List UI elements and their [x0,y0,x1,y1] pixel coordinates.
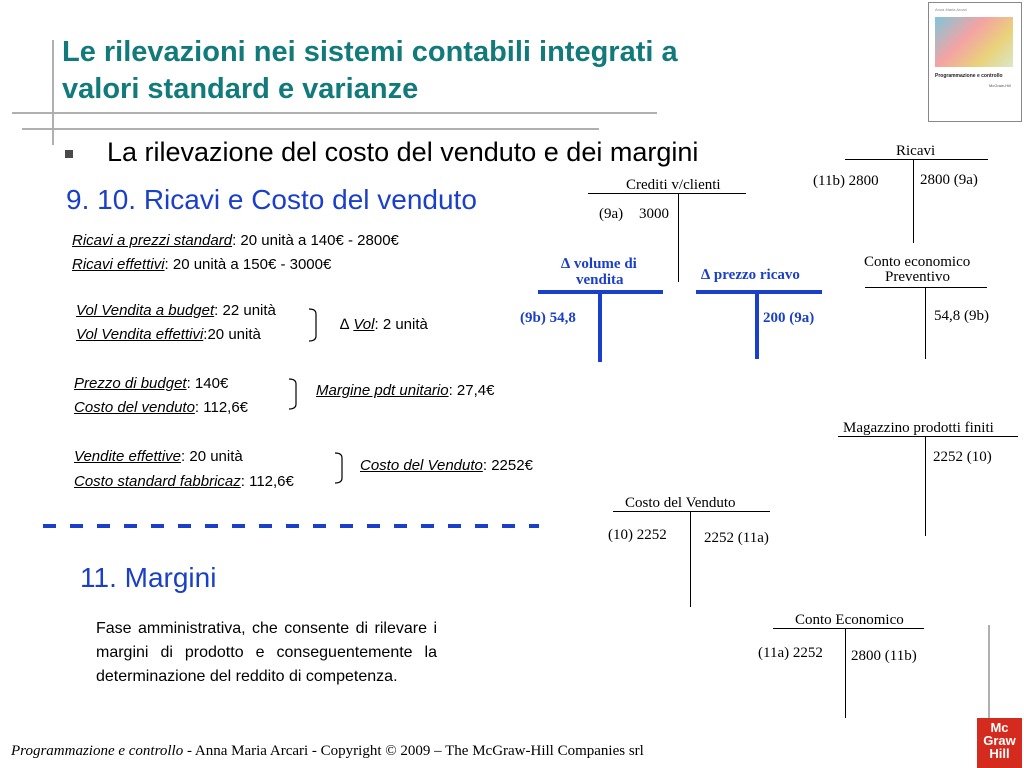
account-ricavi-title: Ricavi [896,143,936,159]
account-ce-prev-hline [865,287,987,288]
book-cover [928,2,1022,122]
account-ricavi-hline [845,159,988,160]
costo-venduto-line [74,399,248,416]
account-ce-hline [773,628,924,629]
account-ce-debit: (11a) 2252 [758,645,823,661]
account-prezzo-title: ∆ prezzo ricavo [701,267,800,283]
delta-symbol: ∆ [340,316,350,333]
account-prezzo-hline [696,290,822,294]
account-crediti-hline [588,193,746,194]
account-ce-prev-vline [925,287,926,359]
vol-effettivi-value: :20 unità [203,326,261,343]
bullet-icon [65,150,73,158]
ricavi-effettivi-label: Ricavi effettivi [72,256,165,273]
account-crediti-title: Crediti v/clienti [626,177,721,193]
account-ricavi-debit: (11b) 2800 [813,173,879,189]
margine-value: : 27,4€ [448,382,495,399]
slide-title-line1: Le rilevazioni nei sistemi contabili integrati a [62,36,678,68]
bullet-text: La rilevazione del costo del venduto e dei margini [107,137,699,167]
account-cdv-title: Costo del Venduto [625,495,736,511]
account-ricavi-vline [913,159,914,243]
delta-vol-value: : 2 unità [374,316,428,333]
account-ce-vline [845,628,846,718]
book-cover-art [935,17,1013,67]
costo-standard-line [74,473,294,490]
footer [11,743,644,760]
ricavi-standard-line [72,232,399,249]
book-cover-author: Anna Maria Arcari [935,7,967,12]
logo-line2: Graw [983,733,1016,748]
account-ce-prev-title-line1: Conto economico [864,254,971,270]
account-ce-prev-title-line2: Preventivo [885,269,950,285]
account-prezzo-debit: 200 (9a) [763,310,815,326]
account-cdv-credit: 2252 (11a) [704,530,769,546]
book-cover-title: Programmazione e controllo [935,73,1003,79]
book-cover-publisher: McGraw-Hill [989,83,1011,88]
account-ce-title: Conto Economico [795,612,904,628]
account-magazzino-title: Magazzino prodotti finiti [843,420,994,436]
prezzo-budget-label: Prezzo di budget [74,375,187,392]
costo-standard-label: Costo standard fabbricaz [74,473,241,490]
slide-title [62,34,678,108]
account-volume-title-line1: ∆ volume di [561,256,637,272]
mcgraw-hill-logo [977,718,1022,768]
bracket-icon [308,308,322,342]
ricavi-standard-label: Ricavi a prezzi standard [72,232,233,249]
costo-venduto-value: : 112,6€ [194,399,249,416]
costo-venduto-label: Costo del venduto [74,399,195,416]
ricavi-standard-value: : 20 unità a 140€ - 2800€ [232,232,399,249]
vol-effettivi-line [76,326,261,343]
vendite-effettive-value: : 20 unità [181,448,243,465]
vol-effettivi-label: Vol Vendita effettivi [76,326,204,343]
account-ce-credit: 2800 (11b) [851,648,917,664]
account-magazzino-vline [925,436,926,536]
account-cdv-vline [690,511,691,607]
footer-copyright: - Anna Maria Arcari - Copyright © 2009 – The McGraw-Hill Companies srl [183,743,644,759]
section-9-heading: 9. 10. Ricavi e Costo del venduto [66,184,477,215]
costo-del-venduto-label: Costo del Venduto [360,457,483,474]
account-crediti-debit-amount: 3000 [639,206,669,222]
bracket-icon [288,378,302,410]
account-volume-debit: (9b) 54,8 [520,310,576,326]
account-cdv-debit: (10) 2252 [608,527,667,543]
bracket-icon [334,452,348,484]
account-ce-prev-credit: 54,8 (9b) [934,308,989,324]
margine-label: Margine pdt unitario [316,382,449,399]
account-magazzino-hline [838,436,1018,437]
ricavi-effettivi-value: : 20 unità a 150€ - 3000€ [164,256,332,273]
vol-budget-label: Vol Vendita a budget [76,302,215,319]
prezzo-budget-line [74,375,228,392]
slide-title-line2: valori standard e varianze [62,73,419,105]
account-magazzino-credit: 2252 (10) [933,449,992,465]
logo-line1: Mc [990,720,1009,735]
delta-vol-label: Vol [353,316,375,333]
costo-del-venduto-line [360,457,533,474]
costo-del-venduto-value: : 2252€ [482,457,533,474]
account-volume-vline [598,290,602,362]
account-ricavi-credit: 2800 (9a) [920,172,978,188]
delta-vol-line [340,316,428,333]
vol-budget-line [76,302,276,319]
costo-standard-value: : 112,6€ [240,473,294,490]
ricavi-effettivi-line [72,256,331,273]
prezzo-budget-value: : 140€ [186,375,229,392]
frame-line-bottom [22,128,599,130]
account-crediti-vline [678,193,679,282]
vol-budget-value: : 22 unità [214,302,276,319]
logo-line3: Hill [989,746,1010,761]
account-prezzo-vline [755,290,759,359]
footer-book-title: Programmazione e controllo [11,743,184,759]
frame-line-top [12,112,657,114]
account-cdv-hline [613,511,770,512]
account-crediti-debit-ref: (9a) [599,206,624,222]
vendite-effettive-label: Vendite effettive [74,448,182,465]
account-volume-title-line2: vendita [576,272,624,288]
vendite-effettive-line [74,448,243,465]
margine-line [316,382,494,399]
section-11-paragraph: Fase amministrativa, che consente di rilevare i margini di prodotto e conseguentemente la determinazione del reddito di competenza. [96,620,437,685]
section-11-heading: 11. Margini [80,562,217,593]
